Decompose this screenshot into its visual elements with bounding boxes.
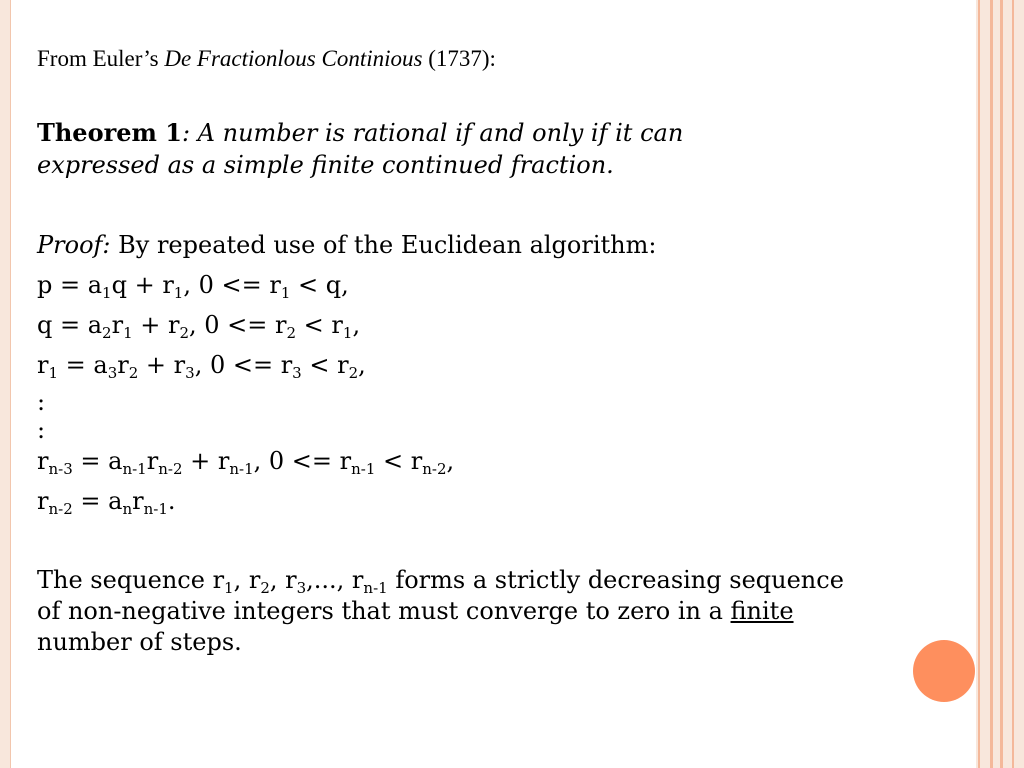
border-stripe: [990, 0, 993, 768]
proof-label: Proof:: [37, 231, 111, 259]
conclusion-paragraph: The sequence $r_1$, $r_2$, $r_3$,..., $r_{n-1}$ forms a strictly decreasing sequence of non-negative integers that must converge to zero in a finite number of steps.: [37, 566, 844, 656]
proof-block: [37, 228, 897, 524]
border-stripe: [1000, 0, 1003, 768]
decorative-circle: [913, 640, 975, 702]
equation-3: $r_1 = a_3r_2 + r_3$, $0 <= r_3 < r_2$,: [37, 351, 366, 382]
ellipsis-1: :: [37, 388, 46, 416]
proof-intro-text: By repeated use of the Euclidean algorithm:: [110, 231, 657, 259]
title-prefix: From Euler’s: [37, 46, 165, 71]
theorem-statement: A number is rational if and only if it can expressed as a simple finite continued fraction.: [37, 119, 684, 179]
equation-2: $q = a_2r_1 + r_2$, $0 <= r_2 < r_1$,: [37, 311, 361, 342]
equation-1: $p = a_1q + r_1$, $0 <= r_1 < q$,: [37, 271, 349, 302]
conclusion-part-2: forms a strictly decreasing sequence of non-negative integers that must converge to zero in a: [37, 566, 844, 625]
conclusion-part-3: number of steps.: [37, 628, 242, 656]
slide-left-border: [0, 0, 11, 768]
equation-n: $r_{n-2} = a_nr_{n-1}$.: [37, 487, 176, 518]
equation-n-minus-1: $r_{n-3} = a_{n-1}r_{n-2} + r_{n-1}$, $0 <= r_{n-1} < r_{n-2}$,: [37, 447, 455, 478]
theorem-label: Theorem 1: [37, 118, 182, 147]
slide-title: [37, 46, 496, 72]
conclusion-part-1: The sequence r: [37, 566, 225, 594]
theorem-block: [37, 117, 797, 181]
work-title: De Fractionlous Continious: [164, 46, 423, 71]
slide-right-border: [976, 0, 1024, 768]
theorem-colon: :: [181, 119, 191, 147]
ellipsis-2: :: [37, 416, 46, 444]
border-stripe: [1012, 0, 1014, 768]
title-year: (1737):: [422, 46, 496, 71]
finite-underlined: finite: [730, 597, 794, 625]
border-stripe: [978, 0, 980, 768]
proof-intro: [37, 228, 897, 268]
